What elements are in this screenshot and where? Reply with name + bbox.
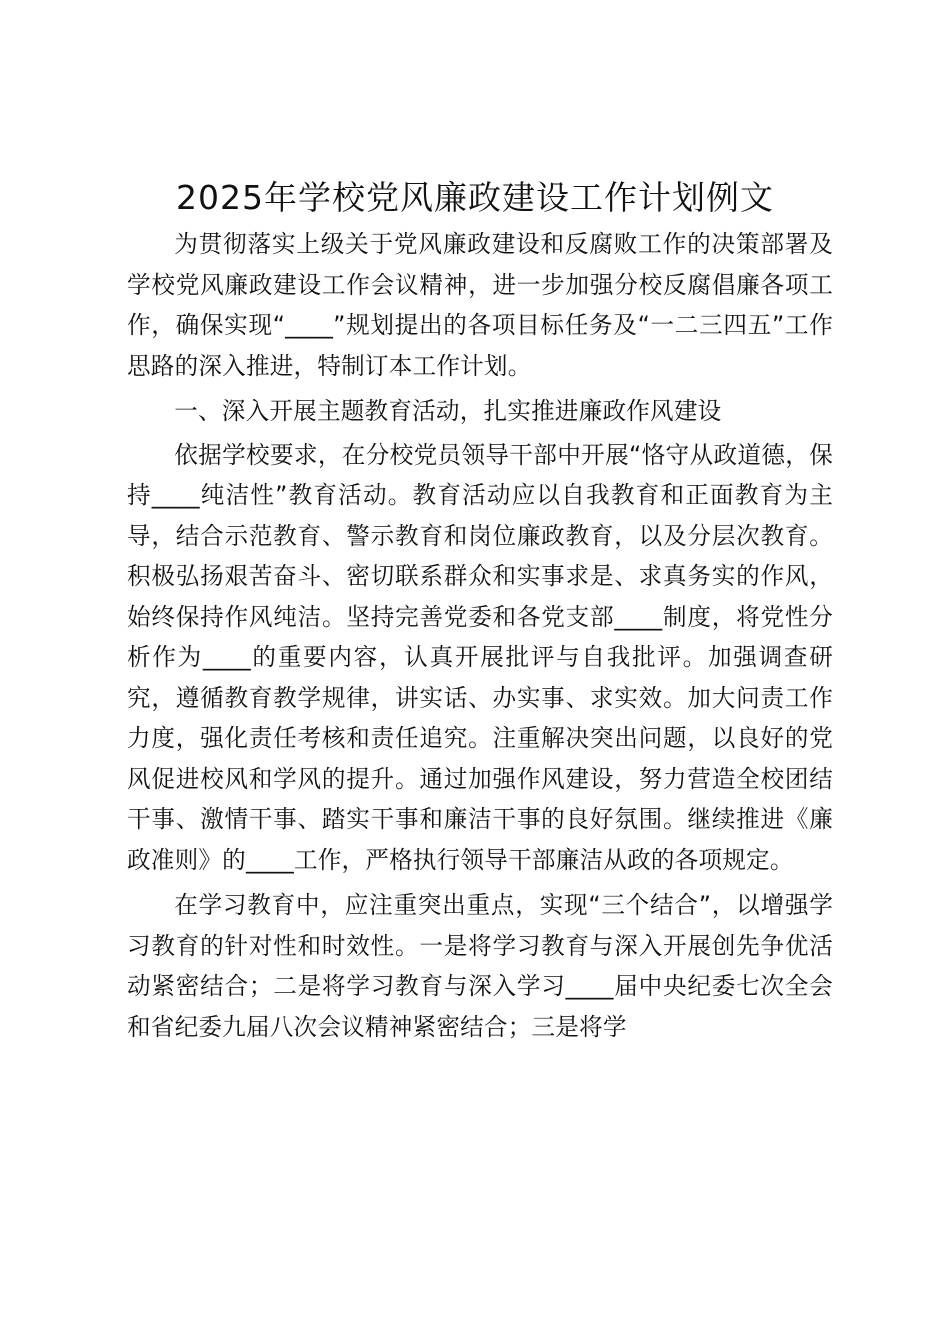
document-body <box>127 224 833 1052</box>
paragraph-study-education: 在学习教育中，应注重突出重点，实现“三个结合”，以增强学习教育的针对性和时效性。一是将学习教育与深入开展创先争优活动紧密结合；二是将学习教育与深入学习____届中央纪委七次全会和省纪委九届八次会议精神紧密结合；三是将学 <box>127 891 833 1041</box>
paragraph-section-1: 依据学校要求，在分校党员领导干部中开展“恪守从政道德，保持____纯洁性”教育活动。教育活动应以自我教育和正面教育为主导，结合示范教育、警示教育和岗位廉政教育，以及分层次教育。积极弘扬艰苦奋斗、密切联系群众和实事求是、求真务实的作风，始终保持作风纯洁。坚持完善党委和各党支部____制度，将党性分析作为____的重要内容，认真开展批评与自我批评。加强调查研究，遵循教育教学规律，讲实话、办实事、求实效。加大问责工作力度，强化责任考核和责任追究。注重解决突出问题，以良好的党风促进校风和学风的提升。通过加强作风建设，努力营造全校团结干事、激情干事、踏实干事和廉洁干事的良好氛围。继续推进《廉政准则》的____工作，严格执行领导干部廉洁从政的各项规定。 <box>127 440 833 874</box>
paragraph-intro: 为贯彻落实上级关于党风廉政建设和反腐败工作的决策部署及学校党风廉政建设工作会议精神，进一步加强分校反腐倡廉各项工作，确保实现“____”规划提出的各项目标任务及“一二三四五”工作思路的深入推进，特制订本工作计划。 <box>127 230 833 380</box>
document-title: 2025年学校党风廉政建设工作计划例文 <box>176 178 774 217</box>
section-heading-1: 一、深入开展主题教育活动，扎实推进廉政作风建设 <box>174 397 722 425</box>
